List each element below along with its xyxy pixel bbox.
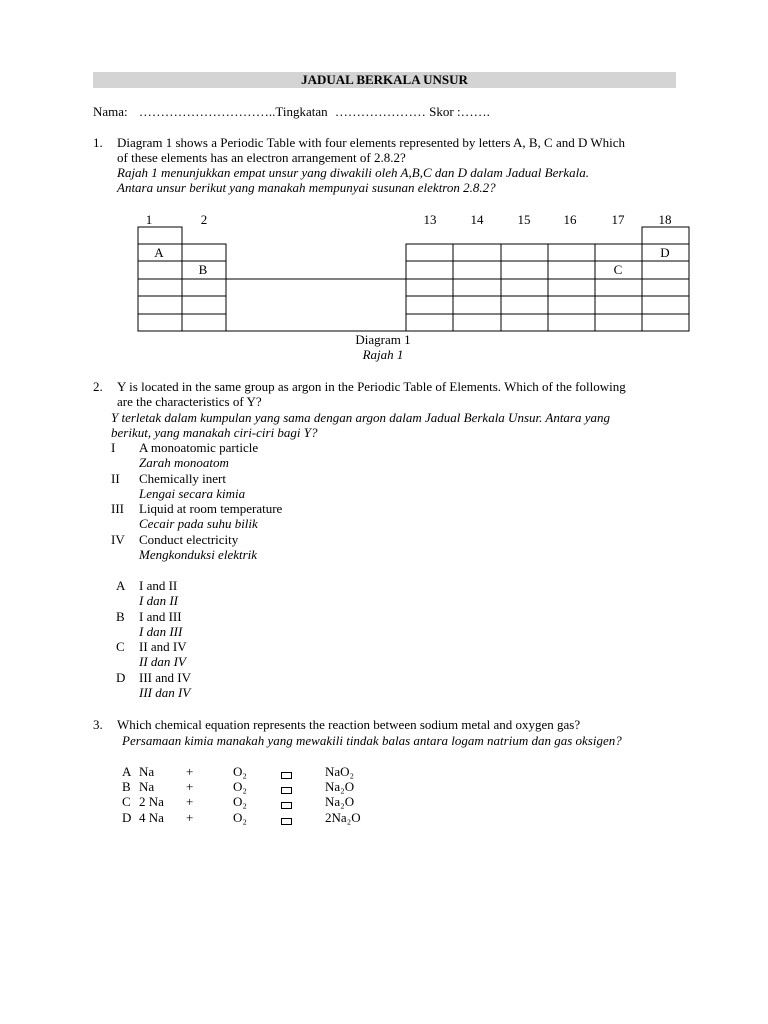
eq-reactant: 2 Na (139, 794, 164, 809)
statement-ms: Lengai secara kimia (139, 486, 246, 501)
element-c: C (613, 262, 623, 277)
group-label: 15 (517, 212, 531, 227)
q3-number: 3. (93, 717, 103, 732)
group-label: 18 (658, 212, 672, 227)
q1-text-en-2: of these elements has an electron arrangement of 2.8.2? (117, 150, 406, 165)
element-b: B (198, 262, 208, 277)
group-label: 1 (145, 212, 153, 227)
eq-letter[interactable]: A (122, 764, 132, 779)
statement-en: Chemically inert (139, 471, 227, 486)
q1-text-en-1: Diagram 1 shows a Periodic Table with four elements represented by letters A, B, C and D Which (117, 135, 626, 150)
group-label: 14 (470, 212, 484, 227)
q3-text-en: Which chemical equation represents the reaction between sodium metal and oxygen gas? (117, 717, 581, 732)
nama-label: Nama: (93, 104, 128, 119)
arrow-icon (281, 766, 292, 781)
option-letter[interactable]: A (116, 578, 126, 593)
option-ms: III dan IV (139, 685, 191, 700)
eq-letter[interactable]: B (122, 779, 131, 794)
option-ms: I dan III (139, 624, 183, 639)
skor-field[interactable]: Skor :……. (429, 104, 490, 119)
option-letter[interactable]: D (116, 670, 126, 685)
q3-text-ms: Persamaan kimia manakah yang mewakili tindak balas antara logam natrium dan gas oksigen? (122, 733, 622, 748)
option-en[interactable]: III and IV (139, 670, 191, 685)
eq-plus: + (186, 794, 194, 809)
nama-field[interactable]: ………………………….. (138, 104, 276, 119)
q1-number: 1. (93, 135, 103, 150)
eq-reactant: 4 Na (139, 810, 164, 825)
option-en[interactable]: I and II (139, 578, 178, 593)
eq-plus: + (186, 779, 194, 794)
eq-product: Na₂O (325, 779, 355, 794)
group-label: 13 (423, 212, 437, 227)
diagram-caption-ms: Rajah 1 (362, 347, 404, 362)
statement-ms: Zarah monoatom (139, 455, 229, 470)
option-ms: II dan IV (139, 654, 186, 669)
arrow-icon (281, 796, 292, 811)
option-en[interactable]: II and IV (139, 639, 187, 654)
q1-text-ms-1: Rajah 1 menunjukkan empat unsur yang diwakili oleh A,B,C dan D dalam Jadual Berkala. (117, 165, 590, 180)
eq-plus: + (186, 810, 194, 825)
statement-num: II (111, 471, 120, 486)
q2-number: 2. (93, 379, 103, 394)
arrow-icon (281, 781, 292, 796)
element-d: D (660, 245, 670, 260)
eq-letter[interactable]: D (122, 810, 132, 825)
element-a: A (154, 245, 164, 260)
q2-text-ms-1: Y terletak dalam kumpulan yang sama dengan argon dalam Jadual Berkala Unsur. Antara yang (111, 410, 611, 425)
eq-oxygen: O₂ (233, 764, 247, 779)
eq-product: NaO₂ (325, 764, 355, 779)
statement-num: IV (111, 532, 125, 547)
eq-reactant: Na (139, 764, 155, 779)
periodic-table-diagram (0, 205, 768, 345)
group-label: 16 (563, 212, 577, 227)
option-en[interactable]: I and III (139, 609, 182, 624)
q2-text-ms-2: berikut, yang manakah ciri-ciri bagi Y? (111, 425, 318, 440)
name-line (93, 104, 490, 119)
tingkatan-label: Tingkatan (275, 104, 328, 119)
statement-num: III (111, 501, 124, 516)
group-label: 2 (200, 212, 208, 227)
arrow-icon (281, 812, 292, 827)
eq-reactant: Na (139, 779, 155, 794)
diagram-caption-en: Diagram 1 (355, 332, 411, 347)
statement-en: Liquid at room temperature (139, 501, 283, 516)
q1-text-ms-2: Antara unsur berikut yang manakah mempunyai susunan elektron 2.8.2? (117, 180, 496, 195)
eq-oxygen: O₂ (233, 794, 247, 809)
tingkatan-field[interactable]: ………………… (334, 104, 426, 119)
eq-oxygen: O₂ (233, 810, 247, 825)
eq-oxygen: O₂ (233, 779, 247, 794)
table-grid (138, 227, 689, 331)
eq-product: 2Na₂O (325, 810, 361, 825)
statement-en: Conduct electricity (139, 532, 239, 547)
eq-product: Na₂O (325, 794, 355, 809)
option-letter[interactable]: C (116, 639, 125, 654)
eq-letter[interactable]: C (122, 794, 131, 809)
statement-ms: Mengkonduksi elektrik (139, 547, 258, 562)
statement-ms: Cecair pada suhu bilik (139, 516, 258, 531)
statement-num: I (111, 440, 116, 455)
q2-text-en-1: Y is located in the same group as argon in the Periodic Table of Elements. Which of the following (117, 379, 626, 394)
eq-plus: + (186, 764, 194, 779)
option-letter[interactable]: B (116, 609, 125, 624)
group-label: 17 (611, 212, 625, 227)
q2-text-en-2: are the characteristics of Y? (117, 394, 262, 409)
option-ms: I dan II (139, 593, 178, 608)
page-title: JADUAL BERKALA UNSUR (301, 72, 468, 87)
statement-en: A monoatomic particle (139, 440, 259, 455)
